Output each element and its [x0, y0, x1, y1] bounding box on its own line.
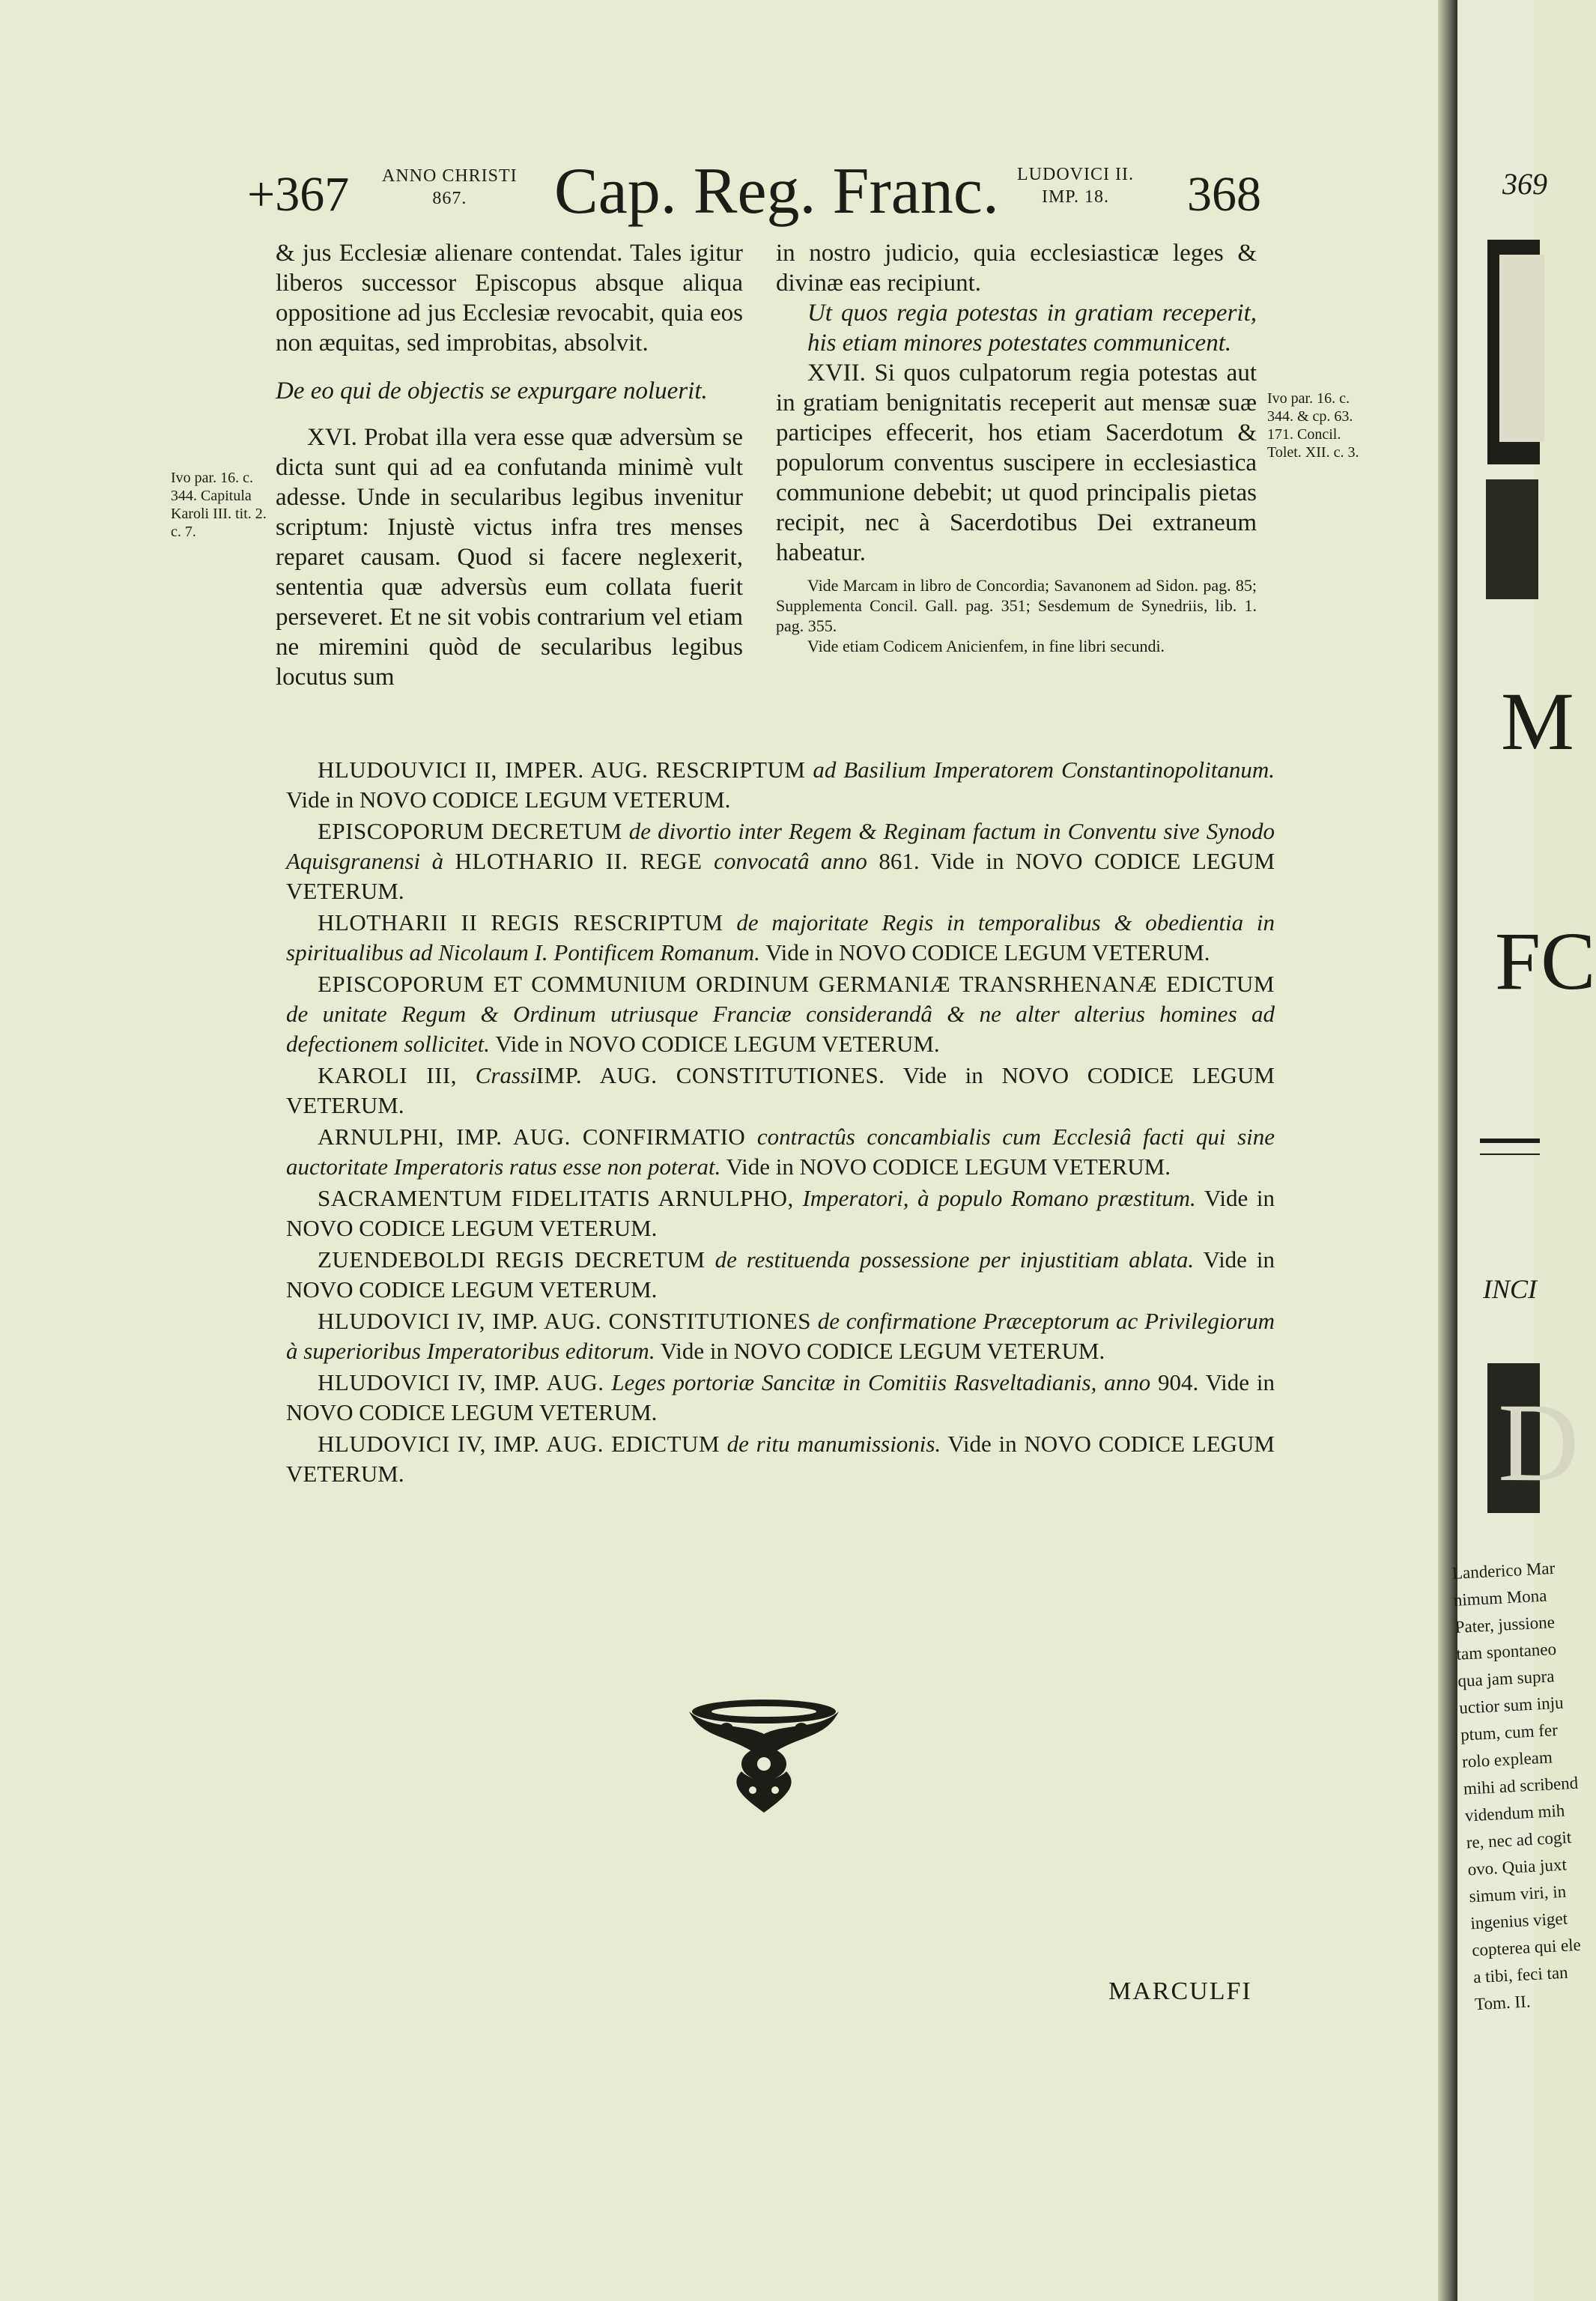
reference-note-1: Vide Marcam in libro de Concordia; Savanonem ad Sidon. pag. 85; Supplementa Concil. Gall. pag. 351; Sesdemum de Synedriis, lib. 1. pag. 355. — [776, 576, 1257, 635]
list-entry: HLUDOVICI IV, IMP. AUG. CONSTITUTIONES de confirmatione Præceptorum ac Privilegiorum à superioribus Imperatoribus editorum. Vide in NOVO CODICE LEGUM VETERUM. — [286, 1308, 1275, 1364]
next-page-heading: INCI — [1483, 1274, 1537, 1304]
running-title: Cap. Reg. Franc. — [554, 155, 999, 228]
next-page-title-letter: M — [1501, 676, 1574, 767]
text-fragment: mihi ad scribend — [1463, 1773, 1579, 1798]
text-fragment: tam spontaneo — [1455, 1639, 1557, 1664]
reference-note-2: Vide etiam Codicem Anicienfem, in fine libri secundi. — [807, 637, 1165, 655]
next-page-engraving-inner — [1493, 255, 1544, 442]
anno-christi-label: ANNO CHRISTI — [382, 166, 518, 186]
text-fragment: ovo. Quia juxt — [1467, 1855, 1568, 1879]
left-subheading: De eo qui de objectis se expurgare noluerit. — [276, 378, 708, 404]
right-para-1: in nostro judicio, quia ecclesiasticæ leges & divinæ eas recipiunt. — [776, 240, 1257, 297]
document-list — [286, 755, 1275, 1491]
margin-note-right: Ivo par. 16. c. 344. & cp. 63. 171. Concil. Tolet. XII. c. 3. — [1267, 390, 1359, 461]
drop-cap-letter: D — [1498, 1380, 1580, 1505]
text-fragment: videndum mih — [1464, 1801, 1565, 1825]
ludovici-label: LUDOVICI II. — [1017, 165, 1134, 184]
imperial-year: IMP. 18. — [1041, 187, 1109, 207]
text-fragment: simum viri, in — [1468, 1882, 1567, 1906]
catchword: MARCULFI — [1108, 1977, 1252, 2005]
next-page-drop-cap — [1487, 1363, 1580, 1513]
list-entry: SACRAMENTUM FIDELITATIS ARNULPHO, Imperatori, à populo Romano præstitum. Vide in NOVO CODICE LEGUM VETERUM. — [286, 1185, 1275, 1241]
running-head-reign — [1017, 163, 1134, 246]
next-page-title-letters: FC — [1495, 915, 1596, 1007]
running-head-year — [382, 165, 518, 247]
text-fragment: rolo expleam — [1461, 1747, 1553, 1771]
list-entry: ZUENDEBOLDI REGIS DECRETUM de restituenda possessione per injustitiam ablata. Vide in NOVO CODICE LEGUM VETERUM. — [286, 1246, 1275, 1303]
text-fragment: uctior sum inju — [1458, 1693, 1565, 1718]
page-number-right: 368 — [1187, 167, 1261, 222]
text-fragment: ptum, cum fer — [1460, 1720, 1559, 1744]
left-para-2: XVI. Probat illa vera esse quæ adversùm se dicta sunt qui ad ea confutanda minimè vult adesse. Unde in secularibus legibus invenitur scriptum: Injustè victus infra tres menses reparet causam. Quod si facere neglexerit, sententia quæ adversùs eum collata fuerit perseveret. Et ne sit vobis contrarium vel etiam ne miremini quòd de secularibus legibus locutus sum — [276, 424, 743, 691]
text-fragment: ingenius viget — [1469, 1909, 1568, 1933]
next-page-edge — [1451, 0, 1596, 2301]
list-entry: HLOTHARII II REGIS RESCRIPTUM de majoritate Regis in temporalibus & obedientia in spiritualibus ad Nicolaum I. Pontificem Romanum. Vide in NOVO CODICE LEGUM VETERUM. — [286, 909, 1275, 965]
text-fragment: a tibi, feci tan — [1472, 1962, 1569, 1987]
margin-note-left: Ivo par. 16. c. 344. Capitula Karoli III. tit. 2. c. 7. — [171, 470, 267, 540]
text-fragment: Tom. II. — [1474, 1992, 1532, 2014]
next-page-rule-thin — [1480, 1153, 1540, 1155]
text-fragment: copterea qui ele — [1471, 1935, 1582, 1960]
next-page-engraving-lower — [1486, 479, 1538, 599]
text-fragment: nimum Mona — [1453, 1586, 1547, 1610]
list-entry: HLUDOUVICI II, IMPER. AUG. RESCRIPTUM ad Basilium Imperatorem Constantinopolitanum. Vide in NOVO CODICE LEGUM VETERUM. — [286, 757, 1275, 813]
left-column — [276, 238, 743, 692]
list-entry: HLUDOVICI IV, IMP. AUG. EDICTUM de ritu manumissionis. Vide in NOVO CODICE LEGUM VETERUM. — [286, 1431, 1275, 1487]
list-entry: EPISCOPORUM ET COMMUNIUM ORDINUM GERMANIÆ TRANSRHENANÆ EDICTUM de unitate Regum & Ordinum utriusque Franciæ considerandâ & ne alter alterius homines ad defectionem sollicitet. Vide in NOVO CODICE LEGUM VETERUM. — [286, 971, 1275, 1057]
next-page-number: 369 — [1502, 167, 1547, 201]
text-fragment: re, nec ad cogit — [1466, 1828, 1572, 1852]
text-fragment: qua jam supra — [1457, 1667, 1555, 1691]
fleuron-ornament-icon — [682, 1689, 846, 1816]
list-entry: HLUDOVICI IV, IMP. AUG. Leges portoriæ Sancitæ in Comitiis Rasveltadianis, anno 904. Vide in NOVO CODICE LEGUM VETERUM. — [286, 1369, 1275, 1425]
book-gutter — [1438, 0, 1457, 2301]
text-fragment: Landerico Mar — [1451, 1558, 1556, 1583]
anno-year: 867. — [432, 189, 467, 208]
list-entry: KAROLI III, CrassiIMP. AUG. CONSTITUTIONES. Vide in NOVO CODICE LEGUM VETERUM. — [286, 1062, 1275, 1118]
text-fragment: Pater, jussione — [1454, 1612, 1556, 1637]
right-column — [776, 238, 1257, 656]
right-italic-heading: Ut quos regia potestas in gratiam receperit, his etiam minores potestates communicent. — [807, 300, 1257, 357]
page-number-left: +367 — [247, 167, 350, 222]
next-page-rule — [1480, 1139, 1540, 1143]
right-para-2: XVII. Si quos culpatorum regia potestas aut in gratiam benignitatis receperit aut mensæ suæ participes effecerit, hos etiam Sacerdotum & populorum conventus suscipere in ecclesiastica communione debebit; ut quod principalis pietas recipit, nec à Sacerdotibus Dei extraneum habeatur. — [776, 360, 1257, 566]
list-entry: EPISCOPORUM DECRETUM de divortio inter Regem & Reginam factum in Conventu sive Synodo Aquisgranensi à HLOTHARIO II. REGE convocatâ anno 861. Vide in NOVO CODICE LEGUM VETERUM. — [286, 818, 1275, 904]
list-entry: ARNULPHI, IMP. AUG. CONFIRMATIO contractûs concambialis cum Ecclesiâ facti qui sine auctoritate Imperatoris ratus esse non poterat. Vide in NOVO CODICE LEGUM VETERUM. — [286, 1124, 1275, 1180]
left-para-1: & jus Ecclesiæ alienare contendat. Tales igitur liberos successor Episcopus absque aliqua oppositione ad jus Ecclesiæ revocabit, quia eos non æquitas, sed improbitas, absolvit. — [276, 240, 743, 357]
next-page-text — [1451, 1556, 1582, 2018]
